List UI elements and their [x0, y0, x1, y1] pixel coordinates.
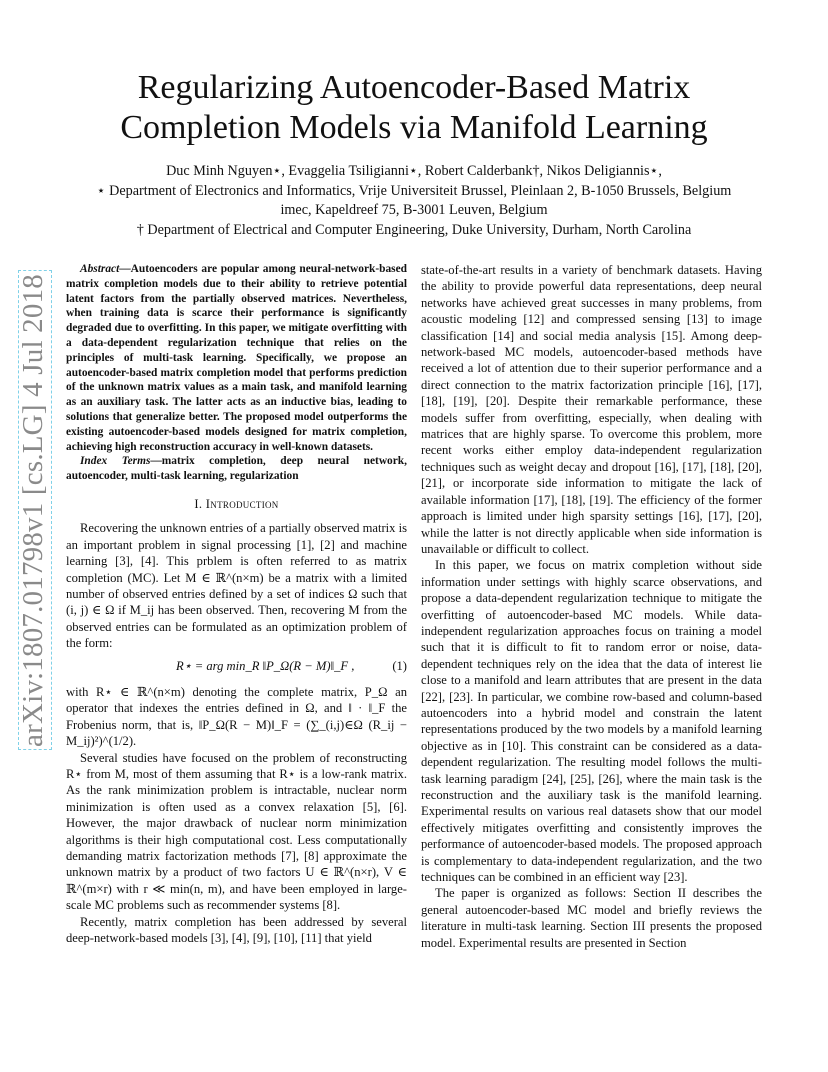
index-terms-label: Index Terms: [80, 455, 151, 468]
title-line-2: Completion Models via Manifold Learning: [120, 109, 708, 146]
author-names: Duc Minh Nguyen⋆, Evaggelia Tsiligianni⋆, Robert Calderbank†, Nikos Deligiannis⋆,: [166, 163, 662, 179]
title-line-1: Regularizing Autoencoder-Based Matrix: [137, 69, 691, 106]
intro-paragraph-1: Recovering the unknown entries of a partially observed matrix is an important problem in signal processing [1], [2] and machine learning [3], [4]. This prblem is often referred to as matrix completion (MC). Let M ∈ ℝ^(n×m) be a matrix with a limited number of observed entries defined by a set of indices Ω such that (i, j) ∈ Ω if M_ij has been observed. Then, recovering M from the observed entries can be formulated as an optimization problem of the form:: [66, 521, 407, 651]
author-block: [60, 162, 768, 240]
right-paragraph-1: state-of-the-art results in a variety of benchmark datasets. Having the ability to provide powerful data representations, deep neural networks have achieved great successes in many problems, from acoustic modeling [12] and compressed sensing [13] to image classification [14] and social media analysis [15]. Among deep-network-based MC models, autoencoder-based methods have received a lot of attention due to their superior performance and a direct connection to the matrix factorization principle [16], [17], [18], [19], [20]. Despite their remarkable performance, these models suffer from overfitting, especially, when dealing with matrices that are highly sparse. To overcome this problem, more recent works either employ data-independent regularization techniques such as weight decay and dropout [16], [17], [18], [20], [21], or incorporate side information to mitigate the lack of available information [17], [18], [19]. The efficiency of the former approach is limited under high sparsity settings [16], [17], [20], while the latter is not directly applicable when side information is unavailable or difficult to collect.: [421, 263, 762, 556]
index-terms: [66, 454, 407, 484]
right-column: [421, 262, 762, 951]
affiliation-1: ⋆ Department of Electronics and Informatics, Vrije Universiteit Brussel, Pleinlaan 2, B-1050 Brussels, Belgium: [96, 182, 732, 199]
intro-paragraph-3: Several studies have focused on the problem of reconstructing R⋆ from M, most of them assuming that R⋆ is a low-rank matrix. As the rank minimization problem is intractable, nuclear norm minimization is often used as a convex relaxation [5], [6]. However, the major drawback of nuclear norm minimization algorithms is their high computational cost. Less computationally demanding matrix factorization methods [7], [8] approximate the unknown matrix by a product of two factors U ∈ ℝ^(n×r), V ∈ ℝ^(m×r) with r ≪ min(n, m), and have been employed in large-scale MC problems such as recommender systems [8].: [66, 750, 407, 913]
abstract: [66, 262, 407, 454]
index-terms-text: —matrix completion, deep neural network, autoencoder, multi-task learning, regularization: [66, 455, 407, 483]
equation-number: (1): [392, 658, 407, 673]
abstract-label: Abstract: [80, 263, 120, 275]
equation-body: R⋆ = arg min_R ‖P_Ω(R − M)‖_F ,: [176, 658, 355, 673]
paper-title: [60, 68, 768, 148]
right-paragraph-2: In this paper, we focus on matrix completion without side information under settings with highly scarce observations, and propose a data-dependent regularization technique to mitigate the overfitting of autoencoder-based MC models. While data-independent regularization approaches focus on training a model such that it is difficult to fit to random error or noise, data-dependent techniques rely on the idea that the data of interest lie close to a manifold and learn attributes that are present in the data [22], [23]. In particular, we combine row-based and column-based autoencoders into a hybrid model and constrain the latent representations produced by the two models by a manifold learning objective as in [10]. This constraint can be considered as a data-dependent regularization. The resulting model follows the multi-task learning paradigm [24], [25], [26], where the main task is the reconstruction and the auxiliary task is the manifold learning. Experimental results on various real datasets show that our model effectively mitigates overfitting and consistently improves the performance of autoencoder-based models. The proposed approach is complementary to data-independent regularization, and the two techniques can be combined in an efficient way [23].: [421, 558, 762, 885]
abstract-text: —Autoencoders are popular among neural-network-based matrix completion models due to their ability to retrieve potential latent factors from the partially observed matrices. Nevertheless, when training data is scarce their performance is significantly degraded due to overfitting. In this paper, we mitigate overfitting with a data-dependent regularization technique that relies on the principles of multi-task learning. Specifically, we propose an autoencoder-based matrix completion model that performs prediction of the unknown matrix values as a main task, and manifold learning as an auxiliary task. The latter acts as an inductive bias, leading to solutions that generalize better. The proposed model outperforms the existing autoencoder-based models designed for matrix completion, achieving high reconstruction accuracy in well-known datasets.: [66, 263, 407, 453]
left-column: [66, 262, 407, 947]
arxiv-stamp[interactable]: [10, 270, 56, 750]
section-heading-introduction: [66, 496, 407, 512]
affiliation-3: † Department of Electrical and Computer Engineering, Duke University, Durham, North Carolina: [136, 221, 692, 238]
arxiv-stamp-text: arXiv:1807.01798v1 [cs.LG] 4 Jul 2018: [16, 273, 49, 747]
section-title: Introduction: [205, 496, 279, 511]
section-numeral: I.: [194, 496, 203, 511]
right-paragraph-3: The paper is organized as follows: Section II describes the general autoencoder-based MC model and briefly reviews the literature in multi-task learning. Section III presents the proposed model. Experimental results are presented in Section: [421, 886, 762, 950]
intro-paragraph-4: Recently, matrix completion has been addressed by several deep-network-based models [3], [4], [9], [10], [11] that yield: [66, 914, 407, 946]
intro-paragraph-2: with R⋆ ∈ ℝ^(n×m) denoting the complete matrix, P_Ω an operator that indexes the entries defined in Ω, and ‖ · ‖_F the Frobenius norm, that is, ‖P_Ω(R − M)‖_F = (∑_(i,j)∈Ω (R_ij − M_ij)²)^(1/2).: [66, 685, 407, 749]
equation-1: [66, 658, 407, 674]
affiliation-2: imec, Kapeldreef 75, B-3001 Leuven, Belgium: [280, 202, 548, 218]
